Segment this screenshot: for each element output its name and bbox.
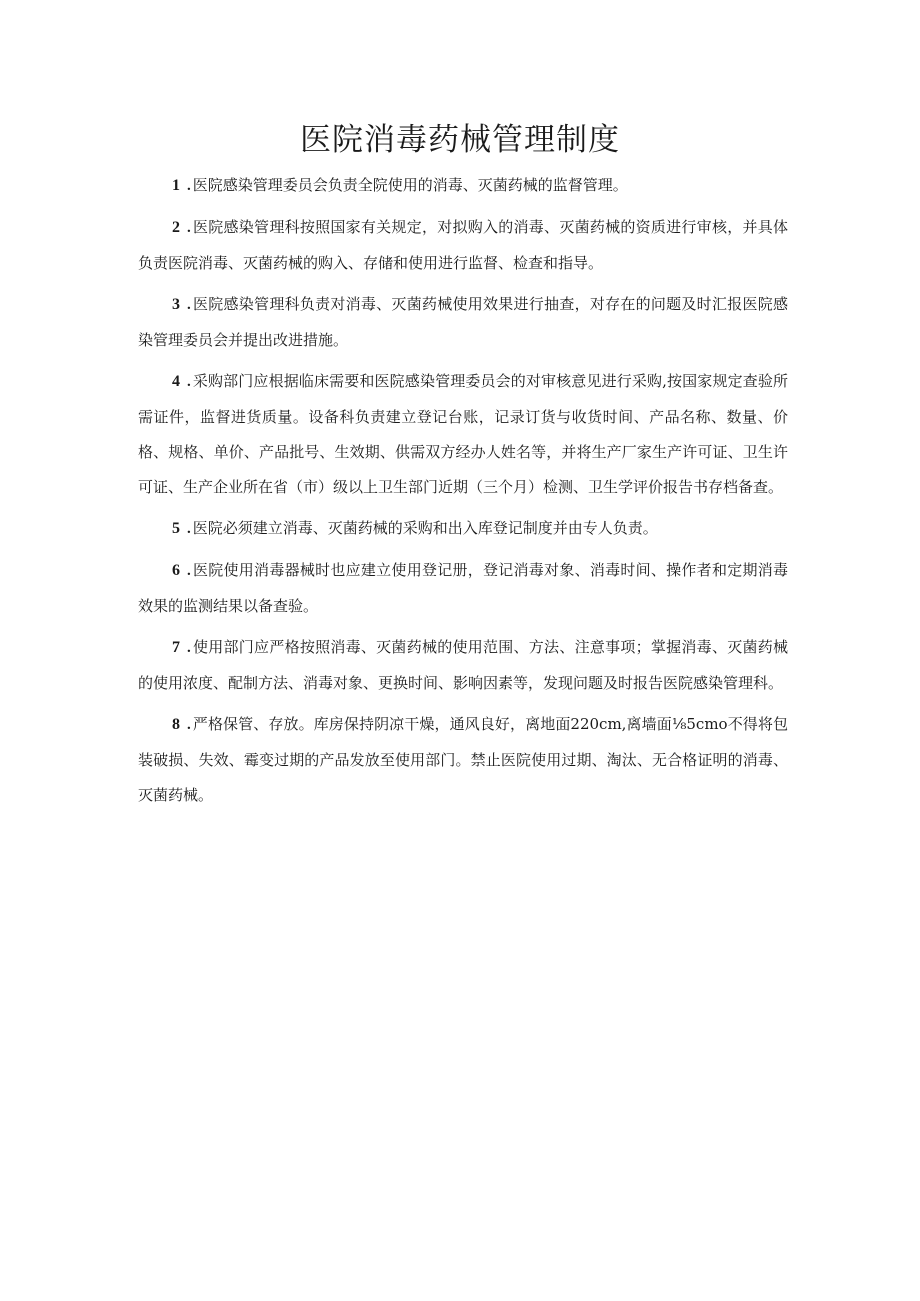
clause-separator: .: [187, 374, 191, 390]
clause-item: [138, 364, 788, 505]
clause-item: [138, 168, 788, 204]
clause-number: 1: [172, 177, 181, 194]
clause-text: 医院感染管理科按照国家有关规定，对拟购入的消毒、灭菌药械的资质进行审核，并具体负责医院消毒、灭菌药械的购入、存储和使用进行监督、检查和指导。: [138, 218, 788, 272]
clause-text: 医院感染管理委员会负责全院使用的消毒、灭菌药械的监督管理。: [192, 176, 628, 194]
clause-number: 4: [172, 373, 181, 390]
clause-item: [138, 707, 788, 813]
clause-number: 5: [172, 520, 181, 537]
clause-number: 8: [172, 716, 181, 733]
clause-text: 严格保管、存放。库房保持阴凉干燥，通风良好，离地面220cm,离墙面⅛5cmo不得将包装破损、失效、霉变过期的产品发放至使用部门。禁止医院使用过期、淘汰、无合格证明的消毒、灭菌药械。: [138, 715, 788, 804]
clause-separator: .: [187, 717, 191, 733]
clause-text: 使用部门应严格按照消毒、灭菌药械的使用范围、方法、注意事项；掌握消毒、灭菌药械的使用浓度、配制方法、消毒对象、更换时间、影响因素等，发现问题及时报告医院感染管理科。: [138, 638, 788, 692]
clause-item: [138, 287, 788, 358]
document-title: 医院消毒药械管理制度: [300, 122, 620, 158]
clause-separator: .: [187, 640, 191, 656]
clause-separator: .: [187, 178, 191, 194]
clause-text: 医院使用消毒器械时也应建立使用登记册，登记消毒对象、消毒时间、操作者和定期消毒效果的监测结果以备查验。: [138, 561, 788, 615]
clause-text: 采购部门应根据临床需要和医院感染管理委员会的对审核意见进行采购,按国家规定查验所需证件，监督进货质量。设备科负责建立登记台账，记录订货与收货时间、产品名称、数量、价格、规格、单价、产品批号、生效期、供需双方经办人姓名等，并将生产厂家生产许可证、卫生许可证、生产企业所在省（市）级以上卫生部门近期（三个月）检测、卫生学评价报告书存档备查。: [138, 372, 788, 496]
clause-number: 2: [172, 219, 181, 236]
clause-separator: .: [187, 563, 191, 579]
clause-separator: .: [187, 297, 191, 313]
clause-separator: .: [187, 220, 191, 236]
clause-separator: .: [187, 521, 191, 537]
clause-number: 7: [172, 639, 181, 656]
clause-number: 6: [172, 562, 181, 579]
clause-list: [138, 168, 788, 819]
clause-item: [138, 511, 788, 547]
clause-number: 3: [172, 296, 181, 313]
clause-item: [138, 630, 788, 701]
clause-text: 医院感染管理科负责对消毒、灭菌药械使用效果进行抽查，对存在的问题及时汇报医院感染管理委员会并提出改进措施。: [138, 295, 788, 349]
clause-item: [138, 553, 788, 624]
clause-item: [138, 210, 788, 281]
clause-text: 医院必须建立消毒、灭菌药械的采购和出入库登记制度并由专人负责。: [192, 519, 658, 537]
